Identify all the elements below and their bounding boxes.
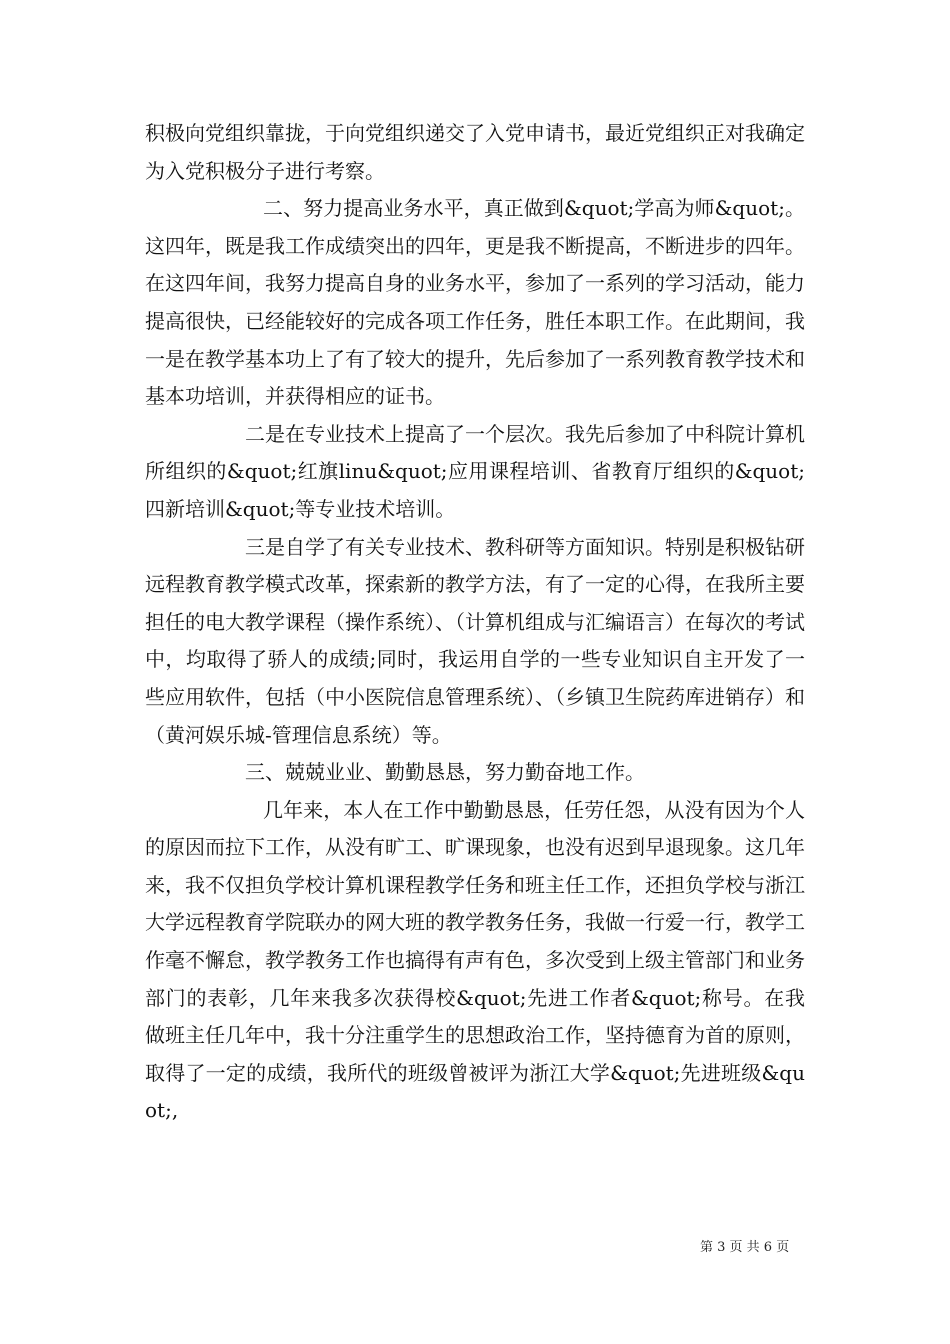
paragraph-party-application: 积极向党组织靠拢，于向党组织递交了入党申请书，最近党组织正对我确定为入党积极分子进行考察。	[145, 121, 805, 183]
paragraph-self-study: 三是自学了有关专业技术、教科研等方面知识。特别是积极钻研远程教育教学模式改革，探索新的教学方法，有了一定的心得，在我所主要担任的电大教学课程（操作系统）、（计算机组成与汇编语言）在每次的考试中，均取得了骄人的成绩;同时，我运用自学的一些专业知识自主开发了一些应用软件，包括（中小医院信息管理系统）、（乡镇卫生院药库进销存）和（黄河娱乐城-管理信息系统）等。	[145, 534, 805, 747]
section-heading-diligent-work: 三、兢兢业业、勤勤恳恳，努力勤奋地工作。	[245, 760, 645, 785]
document-body	[145, 115, 805, 1130]
paragraph-improve-skills: 二、努力提高业务水平，真正做到&quot;学高为师&quot;。这四年，既是我工作成绩突出的四年，更是我不断提高，不断进步的四年。在这四年间，我努力提高自身的业务水平，参加了一系列的学习活动，能力提高很快，已经能较好的完成各项工作任务，胜任本职工作。在此期间，我一是在教学基本功上了有了较大的提升，先后参加了一系列教育教学技术和基本功培训，并获得相应的证书。	[145, 196, 805, 409]
paragraph-technical-level: 二是在专业技术上提高了一个层次。我先后参加了中科院计算机所组织的&quot;红旗linu&quot;应用课程培训、省教育厅组织的&quot;四新培训&quot;等专业技术培训。	[145, 421, 805, 521]
page-number-footer: 第 3 页 共 6 页	[700, 1240, 790, 1255]
paragraph-work-attitude: 几年来，本人在工作中勤勤恳恳，任劳任怨，从没有因为个人的原因而拉下工作，从没有旷工、旷课现象，也没有迟到早退现象。这几年来，我不仅担负学校计算机课程教学任务和班主任工作，还担负学校与浙江大学远程教育学院联办的网大班的教学教务任务，我做一行爱一行，教学工作毫不懈怠，教学教务工作也搞得有声有色，多次受到上级主管部门和业务部门的表彰，几年来我多次获得校&quot;先进工作者&quot;称号。在我做班主任几年中，我十分注重学生的思想政治工作，坚持德育为首的原则，取得了一定的成绩，我所代的班级曾被评为浙江大学&quot;先进班级&quot;,	[145, 797, 805, 1123]
